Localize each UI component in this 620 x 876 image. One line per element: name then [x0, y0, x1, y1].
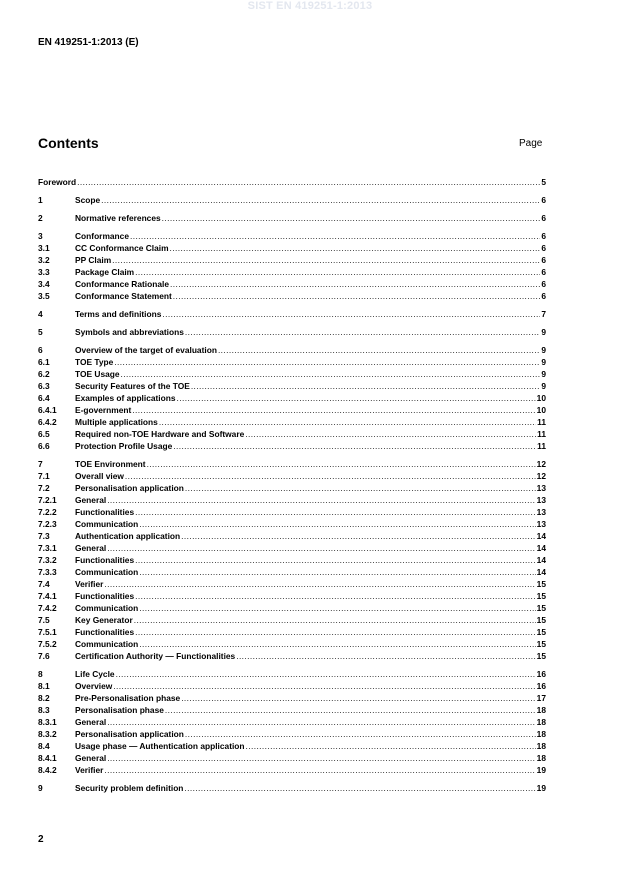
- toc-dot-leader: [184, 782, 535, 794]
- toc-entry-number: 3.5: [38, 291, 50, 301]
- toc-entry[interactable]: [38, 494, 546, 506]
- toc-entry-page: 12: [536, 459, 546, 469]
- toc-entry[interactable]: [38, 242, 546, 254]
- toc-entry-page: 15: [536, 579, 546, 589]
- toc-dot-leader: [173, 440, 536, 452]
- toc-dot-leader: [170, 278, 540, 290]
- toc-entry[interactable]: [38, 692, 546, 704]
- toc-entry[interactable]: [38, 716, 546, 728]
- toc-entry-page: 19: [536, 783, 546, 793]
- toc-entry-title: CC Conformance Claim: [75, 243, 169, 253]
- toc-entry-page: 6: [541, 195, 546, 205]
- toc-entry-title: TOE Environment: [75, 459, 146, 469]
- toc-entry-title: General: [75, 495, 107, 505]
- toc-entry-title: Personalisation application: [75, 483, 184, 493]
- toc-entry[interactable]: [38, 290, 546, 302]
- toc-entry-page: 15: [536, 651, 546, 661]
- toc-entry[interactable]: [38, 194, 546, 206]
- toc-entry-page: 18: [536, 741, 546, 751]
- toc-entry-number: 8.3.1: [38, 717, 57, 727]
- toc-entry-page: 14: [536, 531, 546, 541]
- toc-entry[interactable]: [38, 578, 546, 590]
- toc-entry-number: 8: [38, 669, 43, 679]
- toc-entry[interactable]: [38, 380, 546, 392]
- toc-entry-number: 2: [38, 213, 43, 223]
- toc-entry-number: 7.3.3: [38, 567, 57, 577]
- table-of-contents: [38, 176, 546, 794]
- toc-entry-page: 15: [536, 615, 546, 625]
- toc-dot-leader: [245, 428, 536, 440]
- toc-entry-title: Communication: [75, 519, 139, 529]
- toc-dot-leader: [139, 566, 535, 578]
- toc-entry-title: Pre-Personalisation phase: [75, 693, 181, 703]
- toc-entry-title: General: [75, 543, 107, 553]
- toc-entry-number: 7.6: [38, 651, 50, 661]
- toc-entry-number: 7.4: [38, 579, 50, 589]
- toc-dot-leader: [139, 602, 535, 614]
- toc-entry[interactable]: [38, 482, 546, 494]
- toc-entry-number: 7.3: [38, 531, 50, 541]
- toc-dot-leader: [170, 242, 541, 254]
- toc-entry-title: Foreword: [38, 177, 77, 187]
- toc-entry-page: 13: [536, 507, 546, 517]
- toc-dot-leader: [130, 230, 540, 242]
- toc-entry-title: Key Generator: [75, 615, 133, 625]
- toc-dot-leader: [181, 692, 535, 704]
- toc-entry-page: 15: [536, 639, 546, 649]
- toc-dot-leader: [112, 254, 540, 266]
- toc-entry-page: 6: [541, 291, 546, 301]
- toc-entry-page: 6: [541, 243, 546, 253]
- toc-entry-title: TOE Type: [75, 357, 114, 367]
- toc-entry[interactable]: [38, 704, 546, 716]
- toc-entry-title: Conformance: [75, 231, 129, 241]
- toc-dot-leader: [135, 554, 536, 566]
- toc-dot-leader: [162, 212, 541, 224]
- toc-entry-title: Security Features of the TOE: [75, 381, 190, 391]
- toc-entry[interactable]: [38, 728, 546, 740]
- toc-entry-title: Overview of the target of evaluation: [75, 345, 217, 355]
- toc-entry[interactable]: [38, 590, 546, 602]
- toc-entry-title: Certification Authority — Functionalities: [75, 651, 236, 661]
- toc-dot-leader: [132, 404, 535, 416]
- toc-entry-title: Verifier: [75, 765, 104, 775]
- toc-dot-leader: [77, 176, 540, 188]
- toc-entry[interactable]: [38, 764, 546, 776]
- page-number: 2: [38, 834, 44, 845]
- toc-dot-leader: [177, 392, 536, 404]
- toc-entry-title: Multiple applications: [75, 417, 158, 427]
- toc-dot-leader: [107, 542, 535, 554]
- toc-entry-page: 10: [536, 405, 546, 415]
- toc-entry-page: 9: [541, 345, 546, 355]
- toc-entry-title: General: [75, 717, 107, 727]
- toc-entry-title: Functionalities: [75, 591, 135, 601]
- toc-entry[interactable]: [38, 440, 546, 452]
- toc-entry-title: E-government: [75, 405, 132, 415]
- toc-dot-leader: [135, 590, 536, 602]
- toc-entry-page: 5: [541, 177, 546, 187]
- toc-entry-number: 8.3: [38, 705, 50, 715]
- toc-entry-page: 6: [541, 267, 546, 277]
- toc-entry-title: PP Claim: [75, 255, 112, 265]
- toc-entry-page: 9: [541, 381, 546, 391]
- toc-dot-leader: [135, 506, 536, 518]
- toc-entry-number: 6.4: [38, 393, 50, 403]
- toc-entry-number: 3.3: [38, 267, 50, 277]
- toc-entry-title: Symbols and abbreviations: [75, 327, 184, 337]
- toc-entry-number: 3.4: [38, 279, 50, 289]
- toc-entry[interactable]: [38, 626, 546, 638]
- toc-entry-number: 8.1: [38, 681, 50, 691]
- toc-dot-leader: [218, 344, 540, 356]
- toc-entry-number: 6.4.2: [38, 417, 57, 427]
- toc-dot-leader: [113, 680, 535, 692]
- toc-entry[interactable]: [38, 650, 546, 662]
- toc-dot-leader: [173, 290, 541, 302]
- toc-entry-number: 8.4.2: [38, 765, 57, 775]
- toc-entry-page: 16: [536, 669, 546, 679]
- toc-entry-page: 13: [536, 495, 546, 505]
- toc-entry-number: 7.2.2: [38, 507, 57, 517]
- toc-entry[interactable]: [38, 326, 546, 338]
- toc-entry[interactable]: [38, 254, 546, 266]
- toc-entry-title: Package Claim: [75, 267, 135, 277]
- toc-entry-page: 18: [536, 705, 546, 715]
- toc-entry-number: 6.3: [38, 381, 50, 391]
- toc-entry-number: 5: [38, 327, 43, 337]
- toc-entry-page: 9: [541, 369, 546, 379]
- toc-entry[interactable]: [38, 344, 546, 356]
- toc-entry-number: 6.1: [38, 357, 50, 367]
- toc-entry[interactable]: [38, 176, 546, 188]
- toc-dot-leader: [101, 194, 540, 206]
- page-title: Contents: [38, 135, 99, 151]
- toc-dot-leader: [121, 368, 541, 380]
- toc-entry-title: Functionalities: [75, 555, 135, 565]
- toc-entry-title: Protection Profile Usage: [75, 441, 173, 451]
- toc-entry-title: General: [75, 753, 107, 763]
- toc-entry-page: 6: [541, 213, 546, 223]
- toc-entry-page: 13: [536, 519, 546, 529]
- toc-entry[interactable]: [38, 392, 546, 404]
- toc-dot-leader: [107, 752, 535, 764]
- toc-entry[interactable]: [38, 470, 546, 482]
- toc-entry-page: 14: [536, 555, 546, 565]
- toc-entry-title: Scope: [75, 195, 101, 205]
- toc-entry-page: 16: [536, 681, 546, 691]
- toc-entry-number: 7: [38, 459, 43, 469]
- toc-entry[interactable]: [38, 356, 546, 368]
- toc-entry-page: 18: [536, 753, 546, 763]
- toc-entry-title: Life Cycle: [75, 669, 115, 679]
- toc-entry-number: 7.5.2: [38, 639, 57, 649]
- toc-dot-leader: [181, 530, 536, 542]
- toc-entry-number: 7.2.1: [38, 495, 57, 505]
- toc-entry[interactable]: [38, 752, 546, 764]
- toc-entry[interactable]: [38, 368, 546, 380]
- toc-entry[interactable]: [38, 602, 546, 614]
- toc-entry[interactable]: [38, 506, 546, 518]
- toc-entry-title: Usage phase — Authentication application: [75, 741, 245, 751]
- toc-dot-leader: [107, 716, 535, 728]
- toc-entry-page: 17: [536, 693, 546, 703]
- toc-entry-title: Communication: [75, 603, 139, 613]
- toc-entry-number: 6.4.1: [38, 405, 57, 415]
- toc-entry-title: Verifier: [75, 579, 104, 589]
- toc-entry-page: 13: [536, 483, 546, 493]
- toc-dot-leader: [139, 638, 535, 650]
- toc-entry[interactable]: [38, 230, 546, 242]
- toc-entry-title: Conformance Statement: [75, 291, 172, 301]
- toc-entry[interactable]: [38, 614, 546, 626]
- toc-entry-title: Required non-TOE Hardware and Software: [75, 429, 245, 439]
- toc-entry-number: 6: [38, 345, 43, 355]
- toc-entry-number: 3: [38, 231, 43, 241]
- toc-entry-page: 9: [541, 327, 546, 337]
- toc-entry[interactable]: [38, 740, 546, 752]
- toc-entry-number: 7.2.3: [38, 519, 57, 529]
- toc-entry-page: 18: [536, 729, 546, 739]
- toc-entry[interactable]: [38, 638, 546, 650]
- toc-dot-leader: [236, 650, 535, 662]
- toc-entry-page: 14: [536, 543, 546, 553]
- toc-entry-number: 9: [38, 783, 43, 793]
- toc-entry-number: 7.5.1: [38, 627, 57, 637]
- toc-entry-number: 8.4.1: [38, 753, 57, 763]
- page-column-label: Page: [519, 138, 543, 149]
- toc-dot-leader: [116, 668, 536, 680]
- toc-entry-page: 6: [541, 279, 546, 289]
- toc-entry-page: 9: [541, 357, 546, 367]
- toc-entry[interactable]: [38, 416, 546, 428]
- toc-entry-title: Security problem definition: [75, 783, 184, 793]
- toc-entry-number: 6.5: [38, 429, 50, 439]
- toc-entry-page: 15: [536, 591, 546, 601]
- toc-entry-title: Conformance Rationale: [75, 279, 170, 289]
- toc-entry-title: Personalisation application: [75, 729, 184, 739]
- toc-entry-title: Communication: [75, 567, 139, 577]
- toc-dot-leader: [107, 494, 535, 506]
- toc-dot-leader: [246, 740, 536, 752]
- toc-dot-leader: [135, 626, 536, 638]
- toc-entry-page: 6: [541, 255, 546, 265]
- toc-entry-page: 11: [537, 417, 546, 427]
- toc-entry[interactable]: [38, 566, 546, 578]
- toc-entry-number: 6.6: [38, 441, 50, 451]
- toc-entry-page: 6: [541, 231, 546, 241]
- toc-entry[interactable]: [38, 212, 546, 224]
- toc-entry-number: 8.3.2: [38, 729, 57, 739]
- toc-entry-page: 15: [536, 627, 546, 637]
- toc-entry[interactable]: [38, 680, 546, 692]
- toc-entry-page: 14: [536, 567, 546, 577]
- toc-entry-number: 7.1: [38, 471, 50, 481]
- toc-entry[interactable]: [38, 554, 546, 566]
- toc-entry[interactable]: [38, 404, 546, 416]
- toc-dot-leader: [162, 308, 540, 320]
- toc-entry-page: 18: [536, 717, 546, 727]
- toc-entry-title: Terms and definitions: [75, 309, 162, 319]
- toc-entry-title: Overall view: [75, 471, 124, 481]
- toc-dot-leader: [114, 356, 540, 368]
- toc-entry-title: Overview: [75, 681, 113, 691]
- toc-entry-number: 3.2: [38, 255, 50, 265]
- toc-dot-leader: [185, 326, 540, 338]
- toc-entry-number: 7.2: [38, 483, 50, 493]
- toc-dot-leader: [147, 458, 536, 470]
- toc-dot-leader: [125, 470, 536, 482]
- watermark: SIST EN 419251-1:2013: [247, 0, 373, 12]
- toc-entry-page: 19: [536, 765, 546, 775]
- toc-dot-leader: [135, 266, 540, 278]
- toc-entry-title: Communication: [75, 639, 139, 649]
- toc-entry[interactable]: [38, 278, 546, 290]
- toc-entry-title: Authentication application: [75, 531, 181, 541]
- toc-dot-leader: [159, 416, 536, 428]
- toc-dot-leader: [191, 380, 541, 392]
- toc-entry-number: 7.3.1: [38, 543, 57, 553]
- toc-entry-page: 12: [536, 471, 546, 481]
- toc-dot-leader: [165, 704, 536, 716]
- toc-entry-title: Normative references: [75, 213, 161, 223]
- toc-entry-title: Functionalities: [75, 627, 135, 637]
- toc-entry-title: Functionalities: [75, 507, 135, 517]
- toc-entry-number: 3.1: [38, 243, 50, 253]
- toc-dot-leader: [104, 764, 535, 776]
- toc-entry[interactable]: [38, 542, 546, 554]
- document-header: EN 419251-1:2013 (E): [38, 37, 139, 48]
- toc-dot-leader: [185, 728, 536, 740]
- toc-dot-leader: [139, 518, 535, 530]
- toc-entry[interactable]: [38, 428, 546, 440]
- toc-entry-page: 15: [536, 603, 546, 613]
- toc-entry-number: 7.4.2: [38, 603, 57, 613]
- toc-entry[interactable]: [38, 458, 546, 470]
- toc-entry-page: 11: [537, 441, 546, 451]
- toc-entry-number: 7.5: [38, 615, 50, 625]
- toc-entry[interactable]: [38, 266, 546, 278]
- toc-entry-number: 6.2: [38, 369, 50, 379]
- toc-dot-leader: [104, 578, 535, 590]
- toc-entry-page: 11: [537, 429, 546, 439]
- toc-entry-page: 7: [541, 309, 546, 319]
- toc-entry-number: 8.4: [38, 741, 50, 751]
- toc-entry-title: Personalisation phase: [75, 705, 164, 715]
- toc-entry[interactable]: [38, 308, 546, 320]
- toc-entry-number: 1: [38, 195, 43, 205]
- toc-entry[interactable]: [38, 530, 546, 542]
- toc-dot-leader: [185, 482, 536, 494]
- toc-dot-leader: [134, 614, 536, 626]
- toc-entry-title: Examples of applications: [75, 393, 176, 403]
- toc-entry-number: 8.2: [38, 693, 50, 703]
- toc-entry[interactable]: [38, 782, 546, 794]
- toc-entry-number: 7.4.1: [38, 591, 57, 601]
- toc-entry[interactable]: [38, 668, 546, 680]
- toc-entry-number: 4: [38, 309, 43, 319]
- toc-entry-number: 7.3.2: [38, 555, 57, 565]
- toc-entry[interactable]: [38, 518, 546, 530]
- toc-entry-title: TOE Usage: [75, 369, 120, 379]
- toc-entry-page: 10: [536, 393, 546, 403]
